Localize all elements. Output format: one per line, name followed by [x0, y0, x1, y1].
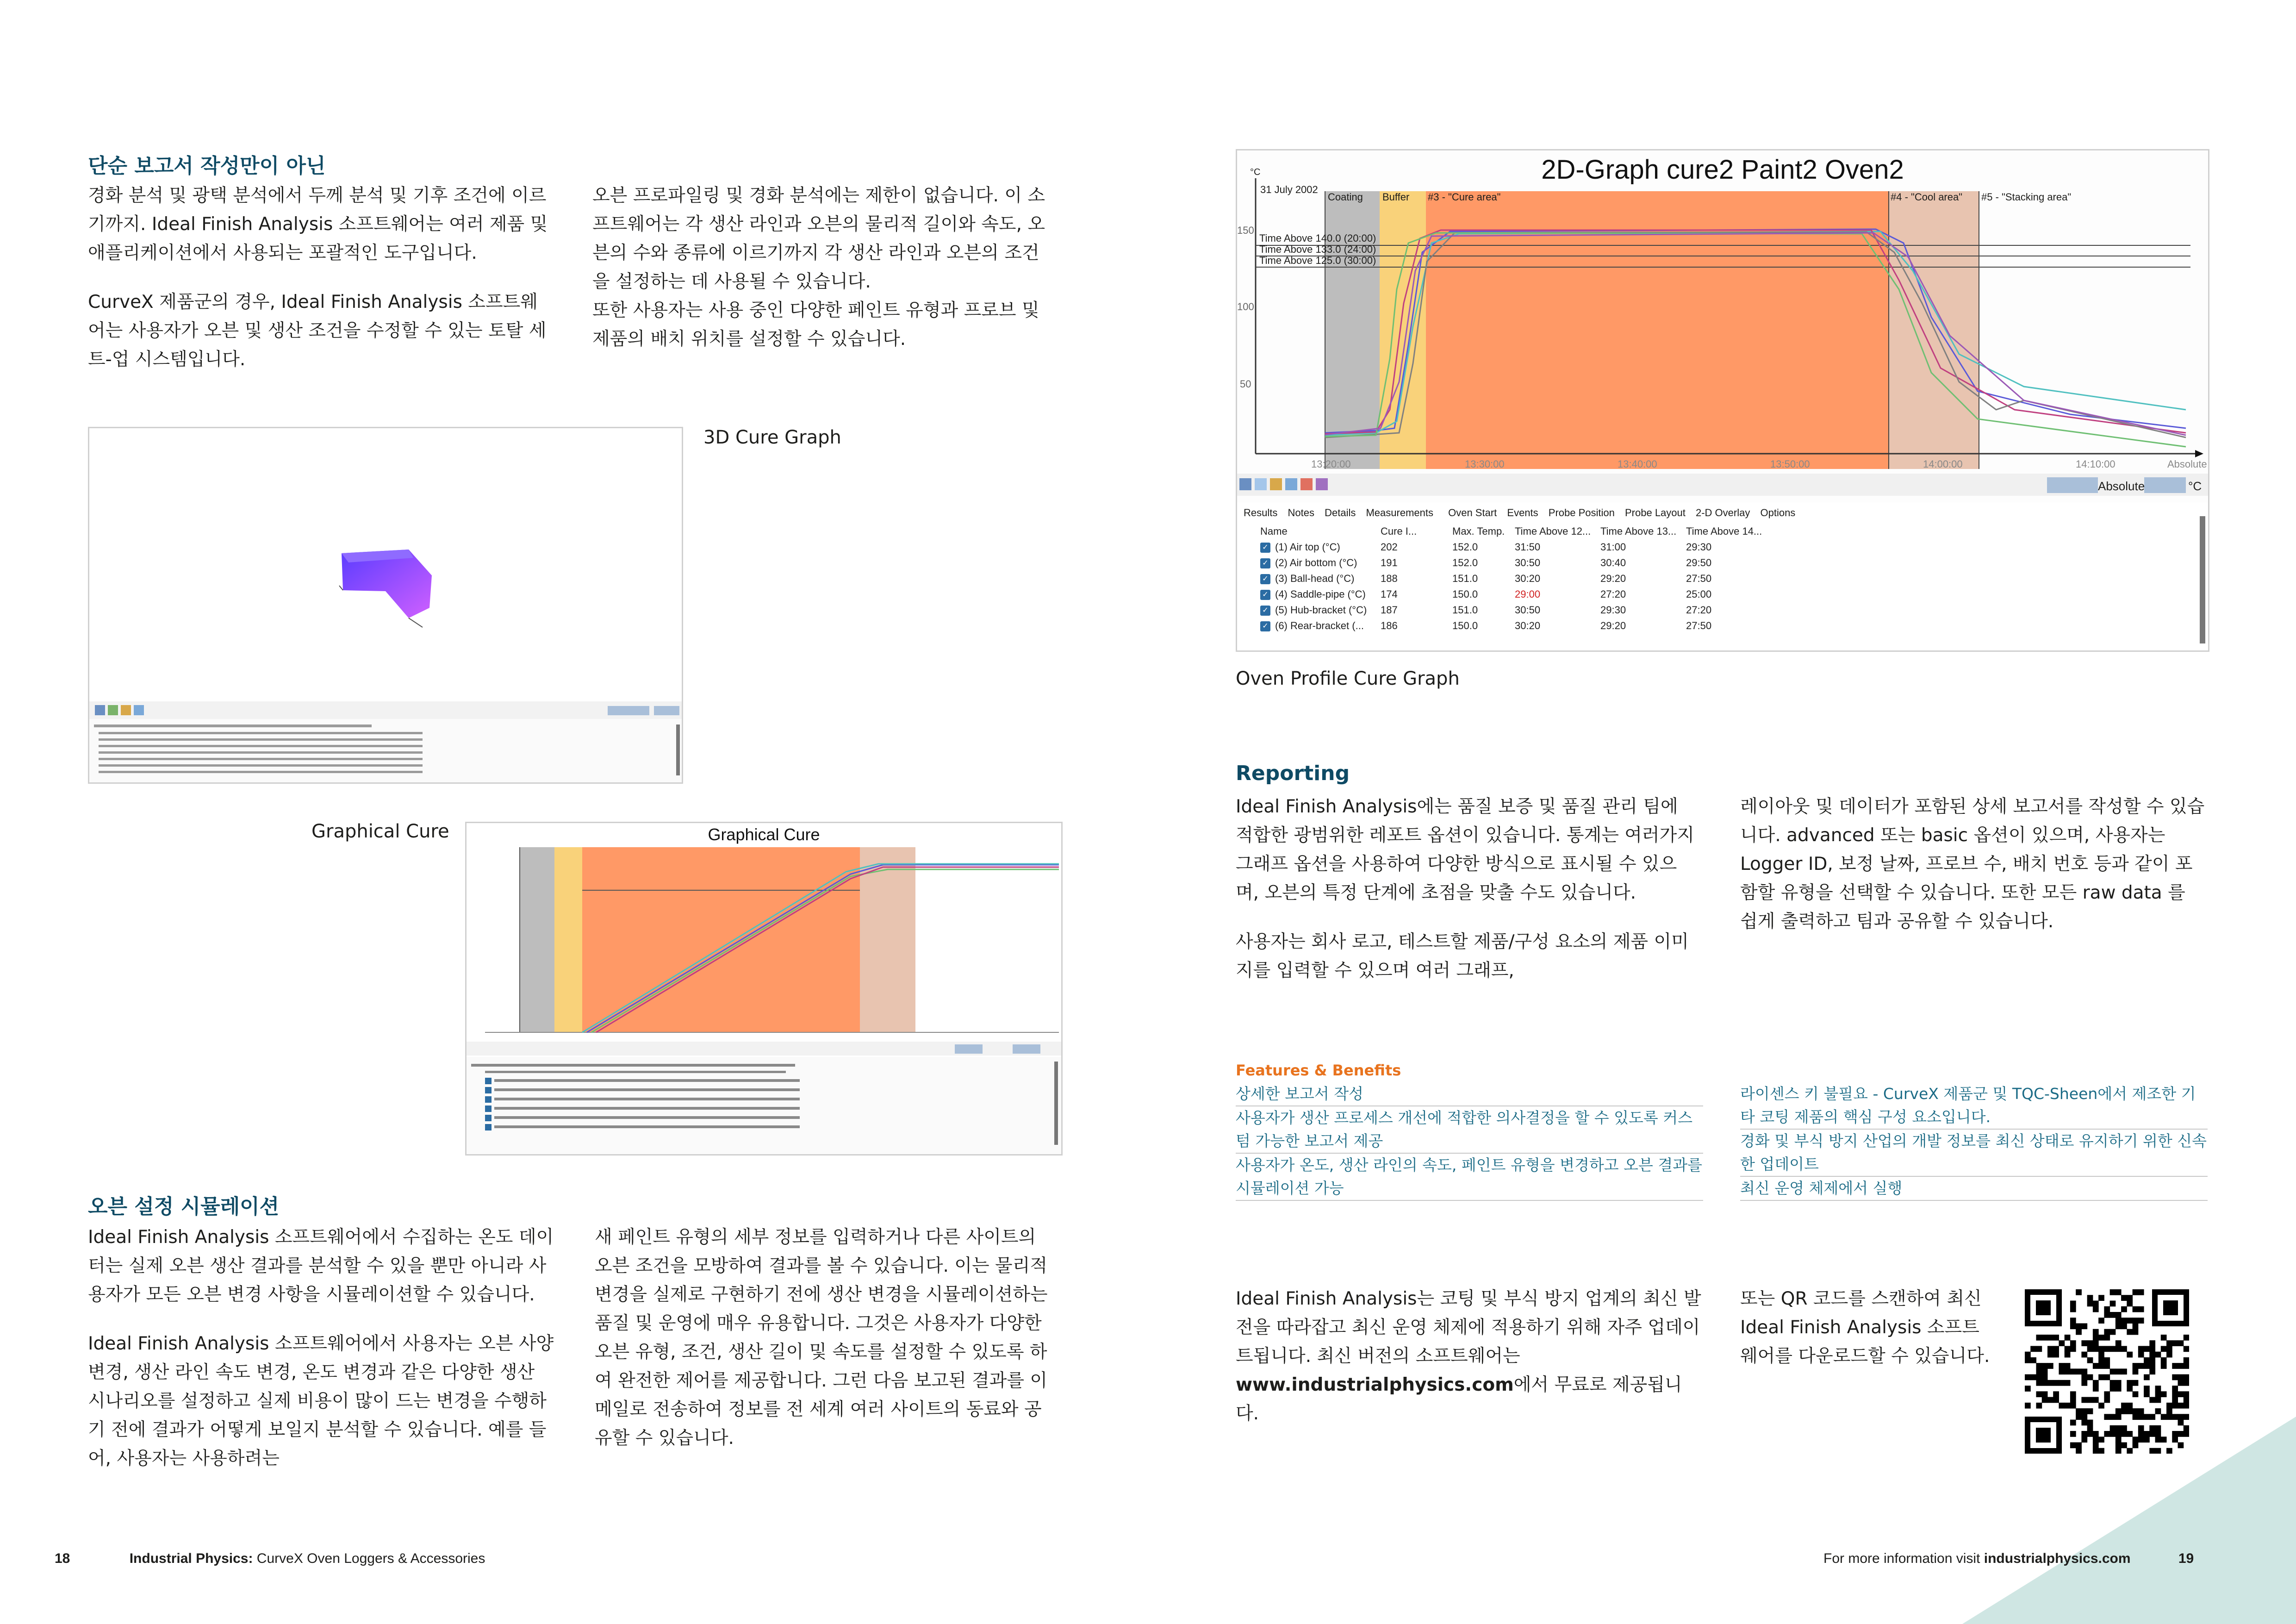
x-axis-end-label: Absolute: [2167, 458, 2207, 470]
cell-value: 187: [1381, 604, 1398, 616]
tab-options[interactable]: Options: [1760, 507, 1796, 518]
oven-sim-col2: [595, 1223, 1051, 1473]
update-paragraph-text: [1236, 1285, 1703, 1428]
cell-value: 27:20: [1686, 604, 1712, 616]
reporting-col1: [1236, 793, 1699, 1006]
footer-info: For more information visit: [1823, 1551, 1984, 1566]
x-tick-3: 13:40:00: [1618, 458, 1657, 470]
cell-value: 29:30: [1686, 541, 1712, 553]
qr-paragraph: [1740, 1285, 1990, 1391]
feature-item: 사용자가 생산 프로세스 개선에 적합한 의사결정을 할 수 있도록 커스텀 가능한 보고서 제공: [1236, 1106, 1703, 1154]
y-tick-50: 50: [1240, 378, 1251, 390]
header-max-temp: Max. Temp.: [1452, 525, 1505, 537]
cell-value: 29:00: [1515, 588, 1541, 600]
intro-col2: [592, 181, 1051, 374]
tab-2d-overlay[interactable]: 2-D Overlay: [1696, 507, 1750, 518]
update-paragraph: [1236, 1285, 1703, 1428]
table-row[interactable]: [1260, 571, 1772, 587]
cell-value: 151.0: [1452, 573, 1478, 584]
cell-probe-name: [1260, 620, 1381, 632]
probe-name-text: (3) Ball-head (°C): [1275, 573, 1355, 584]
feature-item: 최신 운영 체제에서 실행: [1740, 1177, 2208, 1201]
oven-sim-col1: [88, 1223, 555, 1493]
oven-profile-screenshot: [1236, 149, 2209, 652]
x-tick-4: 13:50:00: [1770, 458, 1810, 470]
table-header-row: [1260, 524, 1772, 539]
x-tick-1: 13:20:00: [1311, 458, 1351, 470]
unit-select[interactable]: °C: [2188, 479, 2202, 493]
update-text-2: 에서 무료로 제공됩니다.: [1236, 1374, 1682, 1424]
footer-left-page: 18: [55, 1551, 70, 1566]
cell-value: 27:20: [1600, 588, 1626, 600]
oven-sim-col1-p1: Ideal Finish Analysis 소프트웨어에서 수집하는 온도 데이터는 실제 오븐 생산 결과를 분석할 수 있을 뿐만 아니라 사용자가 모든 오븐 변경 사항을 시뮬레이션할 수 있습니다.: [88, 1227, 554, 1305]
cell-probe-name: [1260, 588, 1381, 600]
graphical-cure-chart: [467, 823, 1061, 1154]
tab-results[interactable]: Results: [1244, 507, 1278, 518]
header-time-above-12: Time Above 12...: [1515, 525, 1591, 537]
intro-col1-p2: CurveX 제품군의 경우, Ideal Finish Analysis 소프트웨어는 사용자가 오븐 및 생산 조건을 수정할 수 있는 토탈 세트-업 시스템입니다.: [88, 292, 547, 370]
cell-value: 30:40: [1600, 557, 1626, 568]
cell-value: 31:00: [1600, 541, 1626, 553]
probe-name-text: (2) Air bottom (°C): [1275, 557, 1357, 568]
checkbox-icon[interactable]: ✓: [1260, 543, 1270, 553]
x-tick-2: 13:30:00: [1465, 458, 1505, 470]
reporting-heading: Reporting: [1236, 762, 1350, 785]
cell-value: 27:50: [1686, 620, 1712, 631]
table-row[interactable]: [1260, 555, 1772, 571]
reporting-col1-p1: Ideal Finish Analysis에는 품질 보증 및 품질 관리 팀에 적합한 광범위한 레포트 옵션이 있습니다. 통계는 여러가지 그래프 옵션을 사용하여 다양한 방식으로 표시될 수 있으며, 오븐의 특정 단계에 초점을 맞출 수도 있습니다.: [1236, 796, 1694, 903]
table-body: [1260, 539, 1772, 634]
tab-details[interactable]: Details: [1325, 507, 1356, 518]
feature-item: 상세한 보고서 작성: [1236, 1082, 1703, 1106]
y-tick-150: 150: [1237, 225, 1254, 236]
features-right-list: [1740, 1082, 2208, 1201]
checkbox-icon[interactable]: ✓: [1260, 558, 1270, 568]
header-time-above-13: Time Above 13...: [1600, 525, 1677, 537]
features-left-list: [1236, 1082, 1703, 1201]
cell-value: 29:20: [1600, 573, 1626, 584]
zone-buffer: Buffer: [1382, 191, 1410, 203]
feature-item: 경화 및 부식 방지 산업의 개발 정보를 최신 상태로 유지하기 위한 신속한 업데이트: [1740, 1130, 2208, 1177]
cell-value: 152.0: [1452, 541, 1478, 553]
update-link[interactable]: www.industrialphysics.com: [1236, 1374, 1514, 1395]
table-row[interactable]: [1260, 587, 1772, 602]
zone-coating: Coating: [1328, 191, 1363, 203]
time-above-140: Time Above 140.0 (20:00): [1259, 232, 1376, 244]
reporting-col1-p2: 사용자는 회사 로고, 테스트할 제품/구성 요소의 제품 이미지를 입력할 수 있으며 여러 그래프,: [1236, 931, 1689, 981]
probe-name-text: (4) Saddle-pipe (°C): [1275, 588, 1366, 600]
reporting-col2-p1: 레이아웃 및 데이터가 포함된 상세 보고서를 작성할 수 있습니다. advanced 또는 basic 옵션이 있으며, 사용자는 Logger ID, 보정 날짜, 프로브 수, 배치 번호 등과 같이 포함할 유형을 선택할 수 있습니다. 또한 모든 raw data 를 쉽게 출력하고 팀과 공유할 수 있습니다.: [1740, 796, 2205, 932]
tab-oven-start[interactable]: Oven Start: [1448, 507, 1497, 518]
header-name: Name: [1260, 525, 1288, 537]
results-table: [1260, 524, 1772, 634]
cure-3d-screenshot: [88, 427, 683, 784]
cell-value: 191: [1381, 557, 1398, 568]
checkbox-icon[interactable]: ✓: [1260, 574, 1270, 584]
intro-col2-p1: 오븐 프로파일링 및 경화 분석에는 제한이 없습니다. 이 소프트웨어는 각 생산 라인과 오븐의 물리적 길이와 속도, 오븐의 수와 종류에 이르기까지 각 생산 라인과 오븐의 조건을 설정하는 데 사용될 수 있습니다.: [592, 185, 1045, 292]
corner-accent: [1962, 1417, 2296, 1624]
cell-value: 29:20: [1600, 620, 1626, 631]
cell-probe-name: [1260, 541, 1381, 553]
cell-value: 151.0: [1452, 604, 1478, 616]
cell-value: 150.0: [1452, 588, 1478, 600]
x-tick-5: 14:00:00: [1923, 458, 1963, 470]
cell-value: 30:20: [1515, 620, 1541, 631]
cell-value: 29:30: [1600, 604, 1626, 616]
cell-value: 25:00: [1686, 588, 1712, 600]
probe-name-text: (6) Rear-bracket (...: [1275, 620, 1364, 631]
table-row[interactable]: [1260, 602, 1772, 618]
header-time-above-14: Time Above 14...: [1686, 525, 1762, 537]
qr-text: 또는 QR 코드를 스캔하여 최신 Ideal Finish Analysis 소프트웨어를 다운로드할 수 있습니다.: [1740, 1288, 1990, 1367]
cell-value: 29:50: [1686, 557, 1712, 568]
y-tick-100: 100: [1237, 301, 1254, 312]
footer-right-page: 19: [2178, 1551, 2194, 1566]
oven-sim-col2-p1: 새 페인트 유형의 세부 정보를 입력하거나 다른 사이트의 오븐 조건을 모방하여 결과를 볼 수 있습니다. 이는 물리적 변경을 실제로 구현하기 전에 생산 변경을 시뮬레이션하는 품질 및 운영에 매우 유용합니다. 그것은 사용자가 다양한 오븐 유형, 조건, 생산 길이 및 속도를 설정할 수 있도록 하여 완전한 제어를 제공합니다. 그런 다음 보고된 결과를 이메일로 전송하여 정보를 전 세계 여러 사이트의 동료와 공유할 수 있습니다.: [595, 1227, 1048, 1449]
tab-probe-position[interactable]: Probe Position: [1548, 507, 1615, 518]
cell-value: 202: [1381, 541, 1398, 553]
footer-site[interactable]: industrialphysics.com: [1984, 1551, 2131, 1566]
checkbox-icon[interactable]: ✓: [1260, 606, 1270, 616]
oven-graph-date: 31 July 2002: [1260, 184, 1318, 195]
graphical-cure-title: Graphical Cure: [708, 825, 820, 844]
cell-value: 186: [1381, 620, 1398, 631]
cell-value: 30:50: [1515, 604, 1541, 616]
cell-value: 30:50: [1515, 557, 1541, 568]
cell-value: 30:20: [1515, 573, 1541, 584]
intro-heading: 단순 보고서 작성만이 아닌: [88, 154, 326, 178]
cell-value: 174: [1381, 588, 1398, 600]
footer-left: [55, 1551, 703, 1567]
probe-name-text: (1) Air top (°C): [1275, 541, 1340, 553]
tab-events[interactable]: Events: [1507, 507, 1538, 518]
cell-value: 27:50: [1686, 573, 1712, 584]
x-tick-6: 14:10:00: [2076, 458, 2116, 470]
intro-col1-p1: 경화 분석 및 광택 분석에서 두께 분석 및 기후 조건에 이르기까지. Ideal Finish Analysis 소프트웨어는 여러 제품 및 애플리케이션에서 사용되는 포괄적인 도구입니다.: [88, 185, 548, 263]
zone-stacking-area: #5 - "Stacking area": [1981, 191, 2072, 203]
features-title: Features & Benefits: [1236, 1062, 1401, 1079]
update-text-1: Ideal Finish Analysis는 코팅 및 부식 방지 업계의 최신 발전을 따라잡고 최신 운영 체제에 적용하기 위해 자주 업데이트됩니다. 최신 버전의 소프트웨어는: [1236, 1288, 1701, 1367]
probe-name-text: (5) Hub-bracket (°C): [1275, 604, 1367, 616]
caption-3d-cure-graph: 3D Cure Graph: [703, 427, 841, 448]
cell-value: 152.0: [1452, 557, 1478, 568]
graphical-cure-screenshot: [465, 822, 1063, 1156]
reporting-col2: [1740, 793, 2208, 956]
caption-graphical-cure: Graphical Cure: [311, 821, 449, 842]
intro-col2-p2: 또한 사용자는 사용 중인 다양한 페인트 유형과 프로브 및 제품의 배치 위치를 설정할 수 있습니다.: [592, 300, 1039, 350]
oven-graph-unit: °C: [1250, 167, 1261, 177]
time-above-125: Time Above 125.0 (30:00): [1259, 255, 1376, 266]
feature-item: 라이센스 키 불필요 - CurveX 제품군 및 TQC-Sheen에서 제조한 기타 코팅 제품의 핵심 구성 요소입니다.: [1740, 1082, 2208, 1130]
oven-graph-title: 2D-Graph cure2 Paint2 Oven2: [1541, 155, 1904, 185]
zone-cure-area: #3 - "Cure area": [1428, 191, 1501, 203]
feature-item: 사용자가 온도, 생산 라인의 속도, 페인트 유형을 변경하고 오븐 결과를 시뮬레이션 가능: [1236, 1154, 1703, 1201]
cell-value: 188: [1381, 573, 1398, 584]
footer-brand: Industrial Physics:: [129, 1551, 253, 1566]
caption-oven-profile: Oven Profile Cure Graph: [1236, 668, 1460, 689]
table-row[interactable]: [1260, 618, 1772, 634]
cell-probe-name: [1260, 604, 1381, 616]
checkbox-icon[interactable]: ✓: [1260, 590, 1270, 600]
tab-probe-layout[interactable]: Probe Layout: [1625, 507, 1686, 518]
time-above-133: Time Above 133.0 (24:00): [1259, 244, 1376, 255]
header-cure-index: Cure I...: [1381, 525, 1417, 537]
cell-value: 31:50: [1515, 541, 1541, 553]
oven-sim-heading: 오븐 설정 시뮬레이션: [88, 1195, 280, 1218]
cure-3d-surface: [89, 428, 682, 782]
checkbox-icon[interactable]: ✓: [1260, 621, 1270, 631]
cell-value: 150.0: [1452, 620, 1478, 631]
tab-measurements[interactable]: Measurements: [1366, 507, 1433, 518]
time-above-labels: [1259, 233, 1376, 266]
cell-probe-name: [1260, 557, 1381, 569]
footer-product: CurveX Oven Loggers & Accessories: [253, 1551, 485, 1566]
zone-cool-area: #4 - "Cool area": [1891, 191, 1963, 203]
results-tabs: [1244, 507, 1795, 519]
oven-sim-col1-p2: Ideal Finish Analysis 소프트웨어에서 사용자는 오븐 사양 변경, 생산 라인 속도 변경, 온도 변경과 같은 다양한 생산 시나리오를 설정하고 실제 비용이 많이 드는 변경을 수행하기 전에 결과가 어떻게 보일지 분석할 수 있습니다. 예를 들어, 사용자는 사용하려는: [88, 1333, 554, 1469]
cell-probe-name: [1260, 573, 1381, 585]
footer-right: [1823, 1551, 2268, 1567]
tab-notes[interactable]: Notes: [1288, 507, 1314, 518]
intro-col1: [88, 181, 551, 394]
table-row[interactable]: [1260, 539, 1772, 555]
absolute-select[interactable]: Absolute: [2098, 479, 2145, 493]
